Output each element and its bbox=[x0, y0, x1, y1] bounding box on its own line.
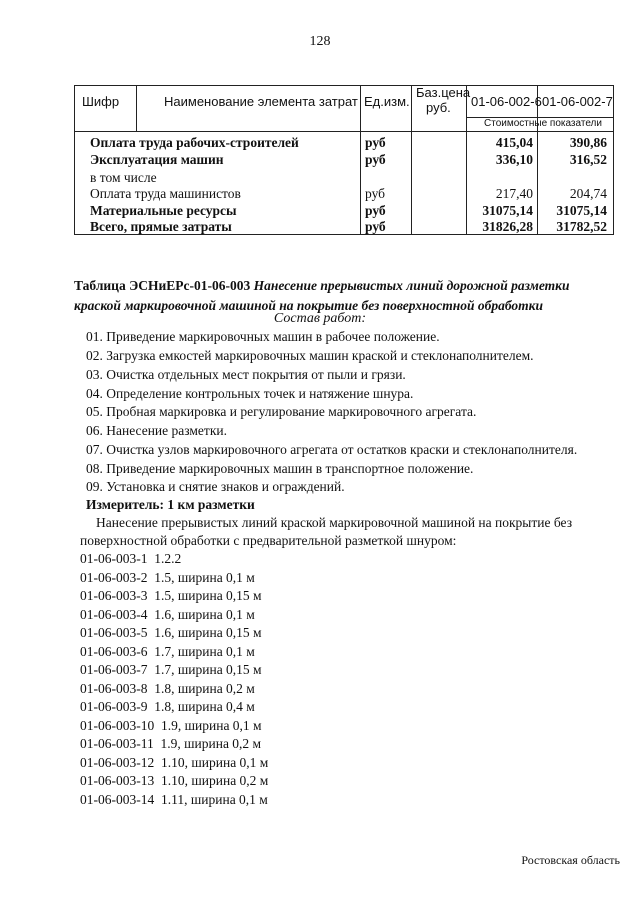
header-base-price: Баз.цена bbox=[416, 85, 471, 100]
footer-region: Ростовская область bbox=[521, 853, 620, 867]
code-desc: 1.8, ширина 0,2 м bbox=[154, 681, 255, 696]
header-bottom-rule bbox=[74, 131, 614, 132]
code-desc: 1.7, ширина 0,1 м bbox=[154, 644, 255, 659]
code-item bbox=[80, 607, 255, 623]
table-title bbox=[74, 276, 614, 316]
work-item: 05. Пробная маркировка и регулирование маркировочного агрегата. bbox=[86, 404, 477, 419]
work-composition-title: Состав работ: bbox=[273, 311, 367, 326]
code-label: 01-06-003-8 bbox=[80, 681, 148, 696]
code-item bbox=[80, 792, 268, 808]
row-value-2: 204,74 bbox=[569, 186, 607, 201]
code-label: 01-06-003-7 bbox=[80, 662, 148, 677]
code-label: 01-06-003-13 bbox=[80, 773, 155, 788]
code-item bbox=[80, 644, 255, 660]
code-label: 01-06-003-3 bbox=[80, 588, 148, 603]
row-value-1: 336,10 bbox=[495, 152, 533, 167]
description-line: поверхностной обработки с предварительной разметкой шнуром: bbox=[80, 533, 457, 548]
code-item bbox=[80, 755, 268, 771]
row-unit: руб bbox=[365, 152, 386, 167]
row-value-1: 31075,14 bbox=[482, 203, 533, 218]
code-label: 01-06-003-4 bbox=[80, 607, 148, 622]
header-code: Шифр bbox=[82, 94, 120, 109]
row-value-1: 415,04 bbox=[495, 135, 533, 150]
row-name: Оплата труда рабочих-строителей bbox=[90, 135, 299, 150]
code-label: 01-06-003-9 bbox=[80, 699, 148, 714]
row-name: Всего, прямые затраты bbox=[90, 219, 232, 234]
header-unit: Ед.изм. bbox=[364, 94, 410, 109]
row-name: в том числе bbox=[90, 170, 157, 185]
code-desc: 1.5, ширина 0,15 м bbox=[154, 588, 262, 603]
row-name: Материальные ресурсы bbox=[90, 203, 237, 218]
row-value-1: 31826,28 bbox=[482, 219, 533, 234]
header-col-1: 01-06-002-6 bbox=[471, 94, 542, 109]
header-name: Наименование элемента затрат bbox=[164, 94, 358, 109]
code-desc: 1.9, ширина 0,1 м bbox=[161, 718, 262, 733]
cost-table bbox=[74, 85, 614, 235]
row-unit: руб bbox=[365, 135, 386, 150]
unit-col-rule bbox=[411, 85, 412, 235]
code-label: 01-06-003-5 bbox=[80, 625, 148, 640]
code-col-rule bbox=[136, 85, 137, 131]
code-item bbox=[80, 773, 268, 789]
code-label: 01-06-003-11 bbox=[80, 736, 154, 751]
name-col-rule bbox=[360, 85, 361, 235]
work-item: 07. Очистка узлов маркировочного агрегата от остатков краски и стеклонаполнителя. bbox=[86, 442, 578, 457]
code-label: 01-06-003-2 bbox=[80, 570, 148, 585]
code-item bbox=[80, 588, 262, 604]
code-label: 01-06-003-1 bbox=[80, 551, 148, 566]
code-desc: 1.5, ширина 0,1 м bbox=[154, 570, 255, 585]
code-desc: 1.9, ширина 0,2 м bbox=[160, 736, 262, 751]
code-item bbox=[80, 699, 255, 715]
code-item bbox=[80, 736, 261, 752]
row-unit: руб bbox=[365, 219, 386, 234]
table-left-rule bbox=[74, 85, 75, 235]
work-item: 09. Установка и снятие знаков и ограждений. bbox=[86, 479, 345, 494]
code-item bbox=[80, 625, 262, 641]
table-right-rule bbox=[613, 85, 614, 235]
row-name: Оплата труда машинистов bbox=[90, 186, 241, 201]
code-desc: 1.2.2 bbox=[154, 551, 182, 566]
code-desc: 1.10, ширина 0,1 м bbox=[161, 755, 269, 770]
code-label: 01-06-003-14 bbox=[80, 792, 155, 807]
work-item: 01. Приведение маркировочных машин в рабочее положение. bbox=[86, 329, 440, 344]
code-desc: 1.6, ширина 0,15 м bbox=[154, 625, 262, 640]
header-cost-indicators: Стоимостные показатели bbox=[484, 118, 602, 129]
work-item: 02. Загрузка емкостей маркировочных машин краской и стеклонаполнителем. bbox=[86, 348, 534, 363]
row-unit: руб bbox=[365, 186, 386, 201]
work-item: 06. Нанесение разметки. bbox=[86, 423, 227, 438]
code-item bbox=[80, 570, 255, 586]
row-value-2: 316,52 bbox=[569, 152, 607, 167]
row-value-2: 31075,14 bbox=[556, 203, 607, 218]
work-item: 08. Приведение маркировочных машин в транспортное положение. bbox=[86, 461, 474, 476]
code-item bbox=[80, 551, 181, 567]
table-title-text: Нанесение прерывистых линий дорожной разметки краской маркировочной машиной на покрытие без поверхностной обработки bbox=[74, 278, 570, 313]
header-base-price-unit: руб. bbox=[426, 100, 451, 115]
header-col-2: 01-06-002-7 bbox=[542, 94, 613, 109]
description-line: Нанесение прерывистых линий краской маркировочной машиной на покрытие без bbox=[96, 515, 573, 530]
table-title-prefix: Таблица ЭСНиЕРс-01-06-003 bbox=[74, 278, 251, 293]
row-name: Эксплуатация машин bbox=[90, 152, 224, 167]
row-value-2: 31782,52 bbox=[556, 219, 607, 234]
row-value-1: 217,40 bbox=[495, 186, 533, 201]
code-label: 01-06-003-12 bbox=[80, 755, 155, 770]
code-item bbox=[80, 662, 262, 678]
page-number: 128 bbox=[309, 34, 331, 49]
measure-label: Измеритель: 1 км разметки bbox=[86, 497, 255, 512]
code-desc: 1.7, ширина 0,15 м bbox=[154, 662, 262, 677]
row-value-2: 390,86 bbox=[569, 135, 607, 150]
work-item: 03. Очистка отдельных мест покрытия от пыли и грязи. bbox=[86, 367, 406, 382]
code-item bbox=[80, 681, 255, 697]
work-item: 04. Определение контрольных точек и натяжение шнура. bbox=[86, 386, 414, 401]
base-col-rule bbox=[466, 85, 467, 235]
code-desc: 1.8, ширина 0,4 м bbox=[154, 699, 255, 714]
code-label: 01-06-003-6 bbox=[80, 644, 148, 659]
code-desc: 1.6, ширина 0,1 м bbox=[154, 607, 255, 622]
table-top-rule bbox=[74, 85, 614, 86]
row-unit: руб bbox=[365, 203, 386, 218]
code-desc: 1.11, ширина 0,1 м bbox=[161, 792, 268, 807]
code-item bbox=[80, 718, 262, 734]
code-desc: 1.10, ширина 0,2 м bbox=[161, 773, 269, 788]
code-label: 01-06-003-10 bbox=[80, 718, 155, 733]
